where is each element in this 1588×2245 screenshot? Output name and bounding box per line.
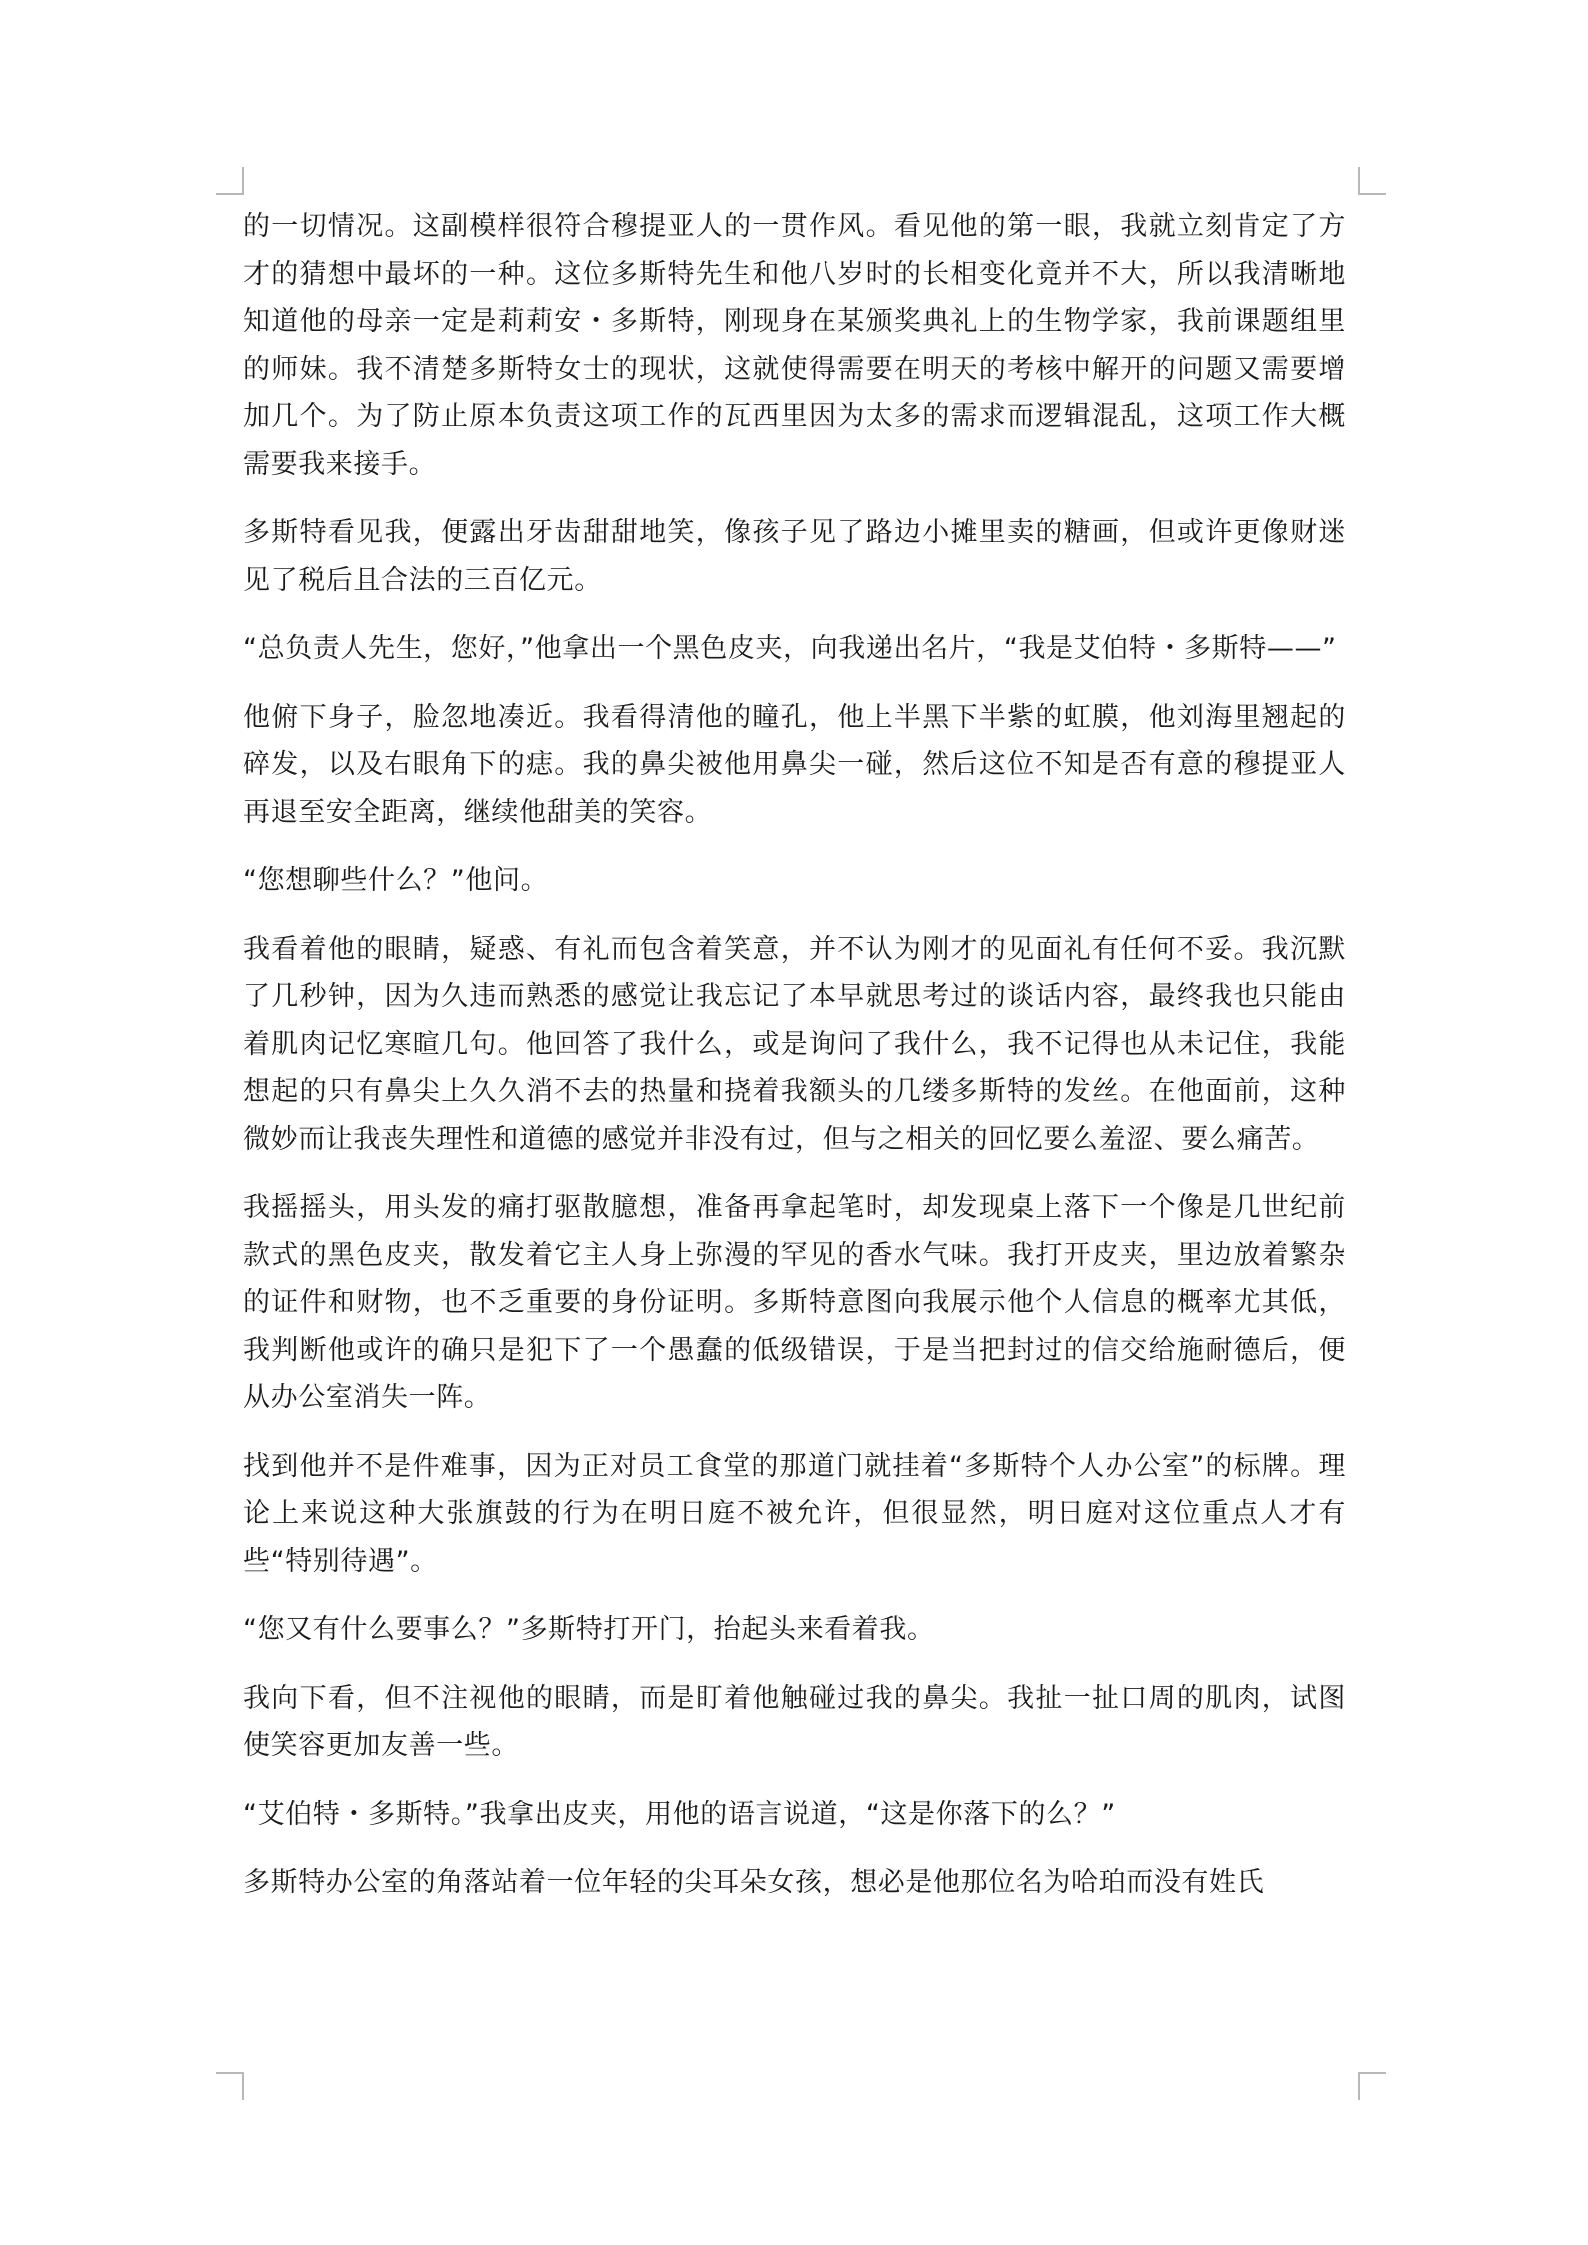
top-right-margin-mark [1358,167,1386,195]
paragraph: 我看着他的眼睛，疑惑、有礼而包含着笑意，并不认为刚才的见面礼有任何不妥。我沉默了几秒钟，因为久违而熟悉的感觉让我忘记了本早就思考过的谈话内容，最终我也只能由着肌肉记忆寒暄几句。他回答了我什么，或是询问了我什么，我不记得也从未记住，我能想起的只有鼻尖上久久消不去的热量和挠着我额头的几缕多斯特的发丝。在他面前，这种微妙而让我丧失理性和道德的感觉并非没有过，但与之相关的回忆要么羞涩、要么痛苦。 [243,933,1346,1155]
bottom-left-margin-mark [216,2072,244,2100]
paragraph: “您又有什么要事么？”多斯特打开门，抬起头来看着我。 [243,1614,935,1645]
paragraph: “您想聊些什么？”他问。 [243,865,549,896]
paragraph: 我向下看，但不注视他的眼睛，而是盯着他触碰过我的鼻尖。我扯一扯口周的肌肉，试图使笑容更加友善一些。 [243,1682,1346,1761]
paragraph: “艾伯特・多斯特。”我拿出皮夹，用他的语言说道，“这是你落下的么？” [243,1798,1116,1830]
paragraph: 我摇摇头，用头发的痛打驱散臆想，准备再拿起笔时，却发现桌上落下一个像是几世纪前款式的黑色皮夹，散发着它主人身上弥漫的罕见的香水气味。我打开皮夹，里边放着繁杂的证件和财物，也不乏重要的身份证明。多斯特意图向我展示他个人信息的概率尤其低，我判断他或许的确只是犯下了一个愚蠢的低级错误，于是当把封过的信交给施耐德后，便从办公室消失一阵。 [243,1192,1346,1413]
paragraph: “总负责人先生，您好，”他拿出一个黑色皮夹，向我递出名片，“我是艾伯特・多斯特——” [243,633,1337,664]
paragraph: 多斯特看见我，便露出牙齿甜甜地笑，像孩子见了路边小摊里卖的糖画，但或许更像财迷见了税后且合法的三百亿元。 [243,517,1346,596]
top-left-margin-mark [216,167,244,195]
bottom-right-margin-mark [1358,2072,1386,2100]
document-body[interactable] [243,203,1346,1928]
paragraph: 找到他并不是件难事，因为正对员工食堂的那道门就挂着“多斯特个人办公室”的标牌。理论上来说这种大张旗鼓的行为在明日庭不被允许，但很显然，明日庭对这位重点人才有些“特别待遇”。 [243,1450,1346,1577]
paragraph: 他俯下身子，脸忽地凑近。我看得清他的瞳孔，他上半黑下半紫的虹膜，他刘海里翘起的碎发，以及右眼角下的痣。我的鼻尖被他用鼻尖一碰，然后这位不知是否有意的穆提亚人再退至安全距离，继续他甜美的笑容。 [243,701,1346,828]
paragraph: 多斯特办公室的角落站着一位年轻的尖耳朵女孩，想必是他那位名为哈珀而没有姓氏 [243,1867,1265,1898]
paragraph: 的一切情况。这副模样很符合穆提亚人的一贯作风。看见他的第一眼，我就立刻肯定了方才的猜想中最坏的一种。这位多斯特先生和他八岁时的长相变化竟并不大，所以我清晰地知道他的母亲一定是莉莉安・多斯特，刚现身在某颁奖典礼上的生物学家，我前课题组里的师妹。我不清楚多斯特女士的现状，这就使得需要在明天的考核中解开的问题又需要增加几个。为了防止原本负责这项工作的瓦西里因为太多的需求而逻辑混乱，这项工作大概需要我来接手。 [243,211,1346,480]
